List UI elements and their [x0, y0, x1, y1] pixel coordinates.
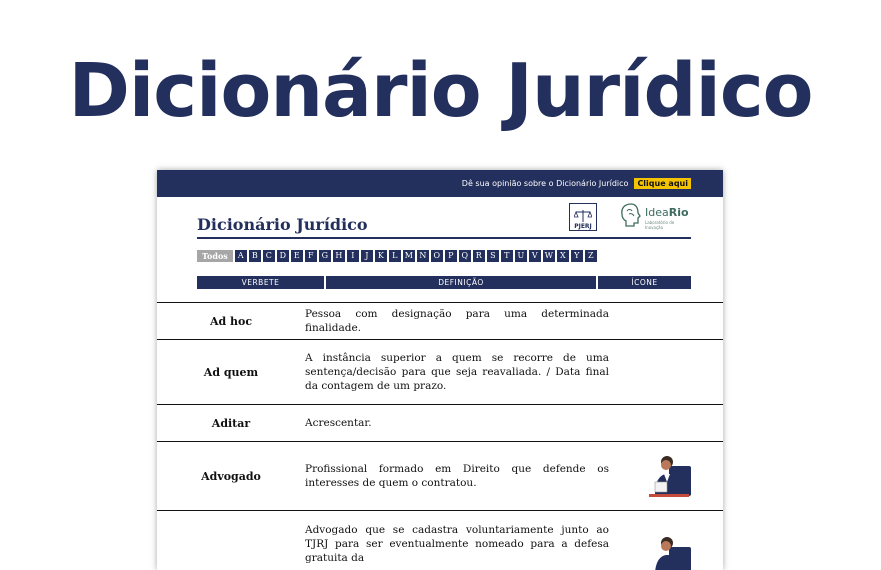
- filter-letter-j[interactable]: J: [361, 250, 373, 262]
- term-cell: Ad hoc: [209, 314, 253, 328]
- column-header-term: VERBETE: [197, 276, 324, 289]
- filter-letter-u[interactable]: U: [515, 250, 527, 262]
- definition-cell: Profissional formado em Direito que defende os interesses de quem o contratou.: [305, 463, 609, 489]
- feedback-bar: [157, 170, 723, 197]
- brain-head-icon: [619, 202, 643, 228]
- idearrio-logo: [619, 202, 691, 230]
- filter-letter-h[interactable]: H: [333, 250, 345, 262]
- column-header-icon: ÍCONE: [598, 276, 691, 289]
- definition-cell: Advogado que se cadastra voluntariamente junto ao TJRJ para ser eventualmente nomeado para a defesa gratuita da: [305, 524, 609, 564]
- filter-letter-p[interactable]: P: [445, 250, 457, 262]
- table-row: [157, 405, 723, 442]
- term-cell: Advogado: [201, 469, 261, 483]
- lawyer-icon: [645, 452, 693, 500]
- definition-cell: Acrescentar.: [305, 417, 372, 429]
- filter-letter-c[interactable]: C: [263, 250, 275, 262]
- filter-letter-q[interactable]: Q: [459, 250, 471, 262]
- alphabet-filter: [197, 250, 597, 262]
- column-header-definition: DEFINIÇÃO: [326, 276, 596, 289]
- table-row: [157, 303, 723, 340]
- feedback-cta-button[interactable]: Clique aqui: [634, 178, 691, 189]
- hero-title: Dicionário Jurídico: [68, 48, 813, 134]
- page-title: Dicionário Jurídico: [197, 215, 368, 234]
- definition-cell: Pessoa com designação para uma determinada finalidade.: [305, 308, 609, 334]
- idearrio-logo-text: IdeaRio: [645, 206, 689, 219]
- pjerj-logo-text: PJERJ: [574, 223, 592, 230]
- filter-letter-y[interactable]: Y: [571, 250, 583, 262]
- filter-letter-g[interactable]: G: [319, 250, 331, 262]
- filter-letter-a[interactable]: A: [235, 250, 247, 262]
- filter-letter-b[interactable]: B: [249, 250, 261, 262]
- filter-letter-d[interactable]: D: [277, 250, 289, 262]
- filter-letter-i[interactable]: I: [347, 250, 359, 262]
- filter-letter-w[interactable]: W: [544, 251, 553, 260]
- scales-icon: [574, 209, 592, 223]
- filter-letter-e[interactable]: E: [291, 250, 303, 262]
- filter-letter-f[interactable]: F: [305, 250, 317, 262]
- filter-letter-m[interactable]: M: [404, 251, 413, 260]
- filter-all-button[interactable]: Todos: [197, 250, 233, 262]
- pjerj-logo: [569, 203, 597, 231]
- filter-letter-v[interactable]: V: [529, 250, 541, 262]
- filter-letter-z[interactable]: Z: [585, 250, 597, 262]
- dictionary-card: [157, 170, 723, 570]
- idearrio-logo-subtitle: Laboratório de Inovação: [645, 220, 675, 230]
- table-header: [197, 276, 691, 289]
- filter-letter-o[interactable]: O: [431, 250, 443, 262]
- term-cell: Aditar: [211, 416, 251, 430]
- dictionary-header: [197, 197, 691, 239]
- term-cell: Ad quem: [203, 365, 259, 379]
- table-row: [157, 340, 723, 405]
- dictionary-table: [157, 302, 723, 570]
- table-row: [157, 511, 723, 570]
- filter-letter-x[interactable]: X: [557, 250, 569, 262]
- definition-cell: A instância superior a quem se recorre de uma sentença/decisão para que seja reavaliada. / Data final da contagem de um prazo.: [305, 352, 609, 392]
- filter-letter-s[interactable]: S: [487, 250, 499, 262]
- filter-letter-t[interactable]: T: [501, 250, 513, 262]
- filter-letter-k[interactable]: K: [375, 250, 387, 262]
- filter-letter-l[interactable]: L: [389, 250, 401, 262]
- table-row: [157, 442, 723, 511]
- filter-letter-r[interactable]: R: [473, 250, 485, 262]
- feedback-prompt: Dê sua opinião sobre o Dicionário Jurídico: [461, 179, 629, 188]
- filter-letter-n[interactable]: N: [417, 250, 429, 262]
